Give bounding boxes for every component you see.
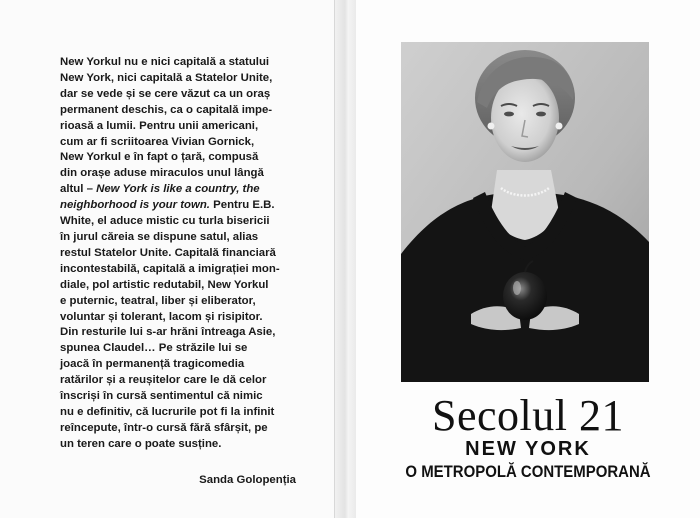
- blurb-author: Sanda Golopenția: [199, 474, 296, 486]
- series-title: Secolul 21: [432, 391, 624, 440]
- blurb-line: New Yorkul e în fapt o țară, compusă: [60, 151, 259, 164]
- blurb-line: voluntar și tolerant, lacom și risipitor.: [60, 310, 263, 323]
- book-spine: [334, 0, 358, 518]
- blurb-line: înscriși în cursă sentimentul că nimic: [60, 390, 263, 403]
- blurb-line: diale, pol artistic redutabil, New Yorkul: [60, 278, 269, 291]
- blurb-line: White, el aduce mistic cu turla bisericii: [60, 215, 270, 228]
- blurb-line: în jurul căreia se dispune satul, alias: [60, 230, 259, 243]
- blurb-line: [60, 198, 310, 214]
- blurb-line: nu e definitiv, că lucrurile pot fi la infinit: [60, 405, 275, 418]
- book-title: NEW YORK: [465, 438, 591, 460]
- blurb-line: [60, 182, 310, 198]
- blurb-line: Din resturile lui s-ar hrăni întreaga Asie,: [60, 326, 276, 339]
- blurb-line: e puternic, teatral, liber și eliberator,: [60, 294, 256, 307]
- blurb-line: ratărilor și a reușitelor care le dă celor: [60, 374, 267, 387]
- blurb-text: altul –: [60, 183, 97, 196]
- blurb-line: reîncepute, într-o cursă fără sfârșit, pe: [60, 421, 268, 434]
- book-subtitle: O METROPOLĂ CONTEMPORANĂ: [405, 462, 651, 481]
- blurb-line: joacă în permanență tragicomedia: [60, 358, 245, 371]
- blurb-line: permanent deschis, ca o capitală impe-: [60, 103, 273, 116]
- blurb-text: Pentru E.B.: [209, 199, 275, 212]
- blurb-line: din orașe aduse miraculos unul lângă: [60, 167, 264, 180]
- blurb-quote-italic: New York is like a country, the: [96, 183, 260, 196]
- back-cover: [0, 0, 348, 518]
- cover-photo: [401, 42, 649, 382]
- blurb-line: New York, nici capitală a Statelor Unite,: [60, 71, 273, 84]
- blurb-quote-italic: neighborhood is your town.: [60, 199, 210, 212]
- cover-photo-illustration: [401, 42, 649, 382]
- blurb-line: cum ar fi scriitoarea Vivian Gornick,: [60, 135, 255, 148]
- blurb-line: un teren care o poate susține.: [60, 437, 222, 450]
- back-cover-blurb: [60, 55, 310, 453]
- blurb-line: restul Statelor Unite. Capitală financiară: [60, 246, 276, 259]
- blurb-line: dar se vede și se cere văzut ca un oraș: [60, 87, 271, 100]
- blurb-line: rioasă a lumii. Pentru unii americani,: [60, 119, 259, 132]
- blurb-line: incontestabilă, capitală a imigrației mon-: [60, 262, 280, 275]
- blurb-line: New Yorkul nu e nici capitală a statului: [60, 56, 270, 68]
- blurb-line: spunea Claudel… Pe străzile lui se: [60, 342, 248, 355]
